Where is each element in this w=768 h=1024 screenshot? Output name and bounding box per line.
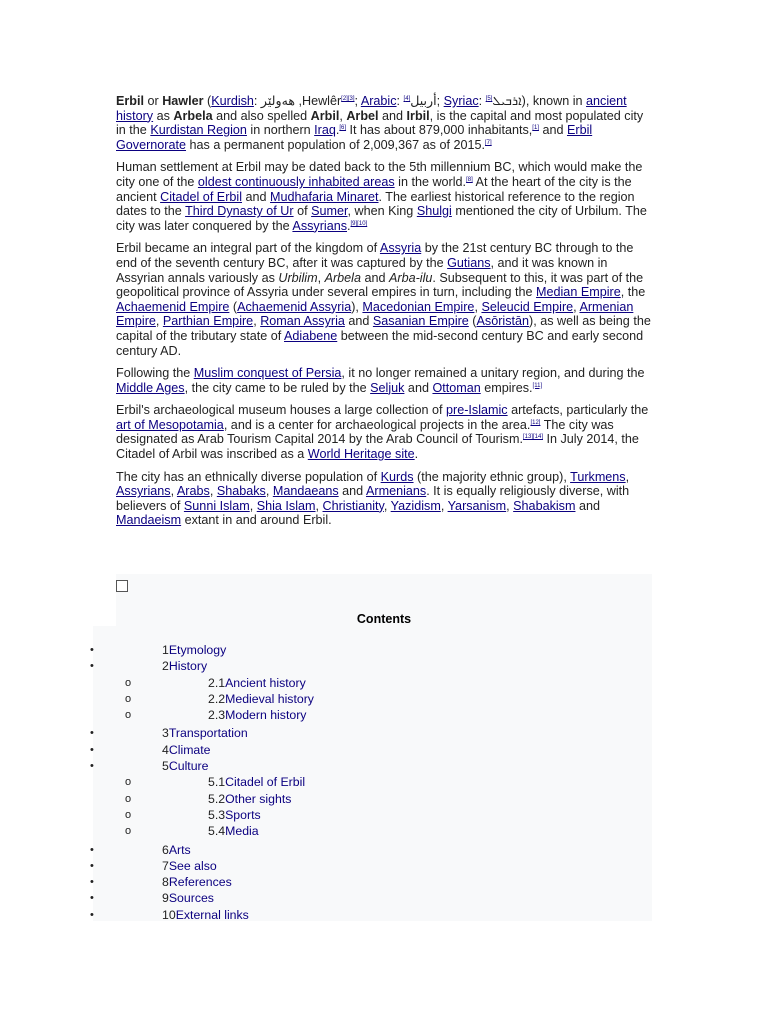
text-run: : ܐܪܒܝܠ [478, 94, 522, 108]
bullet-disc-icon: • [90, 644, 94, 656]
text-run: , the [620, 285, 646, 300]
toc-item[interactable] [0, 691, 700, 707]
article-link[interactable]: Shabaks [216, 484, 266, 499]
toc-item-text[interactable] [162, 858, 217, 874]
citation-link[interactable]: [7] [485, 139, 492, 146]
text-run: (the majority ethnic group), [413, 469, 571, 484]
bullet-disc-icon: • [90, 892, 94, 905]
bullet-circle-icon: o [125, 676, 132, 689]
article-link[interactable]: Seleucid Empire [481, 299, 574, 314]
toc-number: 8 [162, 875, 169, 890]
toc-item[interactable] [0, 642, 700, 658]
article-link[interactable]: Median Empire [536, 285, 621, 300]
bullet-disc-icon: • [90, 876, 94, 889]
bold-term: Hawler [162, 94, 204, 108]
toc-number: 5.1 [208, 775, 226, 790]
article-link[interactable]: Iraq [314, 123, 336, 138]
article-link[interactable]: Assyria [379, 241, 422, 256]
toc-link[interactable]: Culture [168, 759, 209, 774]
article-link[interactable]: Turkmens [570, 469, 626, 484]
article-link[interactable]: Assyrians [292, 218, 348, 233]
article-link[interactable]: Sasanian Empire [372, 314, 469, 329]
citation-link[interactable]: [2][3] [341, 95, 355, 102]
text-run: as [153, 108, 174, 123]
article-link[interactable]: Syriac [443, 94, 479, 108]
text-run: . [347, 218, 351, 233]
article-link[interactable]: Yarsanism [447, 498, 507, 513]
text-run: ), known in [521, 94, 587, 108]
article-link[interactable]: Arabs [176, 484, 210, 499]
citation-link[interactable]: [6] [339, 125, 347, 131]
text-run: , [253, 314, 261, 329]
toc-item-text[interactable] [208, 707, 306, 723]
text-run: , [265, 484, 273, 499]
toc-item[interactable] [0, 907, 700, 923]
toc-item[interactable] [0, 707, 700, 723]
bullet-disc-icon: • [90, 859, 94, 872]
toc-item[interactable] [0, 823, 700, 839]
text-run: In July 2014, the Citadel of Arbil was inscribed as a [116, 432, 639, 462]
article-link[interactable]: Achaemenid Assyria [237, 299, 352, 314]
text-run: . [335, 123, 340, 138]
text-run: . Subsequent to this, it was part of the geopolitical province of Assyria under several empires in turn, including the [116, 270, 644, 300]
toc-item[interactable] [0, 758, 700, 774]
toc-item-text[interactable] [162, 758, 209, 774]
text-run: , [474, 299, 482, 314]
article-link[interactable]: Erbil Governorate [116, 123, 593, 152]
toc-item-text[interactable] [162, 658, 207, 674]
toc-toggle-checkbox[interactable] [116, 580, 128, 592]
bold-term: Arbil [310, 108, 340, 123]
toc-item[interactable] [0, 791, 700, 807]
toc-item-text[interactable] [162, 907, 249, 923]
toc-link[interactable]: External links [175, 907, 249, 922]
text-run: , [339, 108, 347, 123]
text-run: and [360, 270, 389, 285]
toc-item-text[interactable] [162, 874, 232, 890]
bullet-disc-icon: • [90, 660, 94, 673]
text-run: : هەولێر ,Hewlêr [253, 94, 342, 108]
toc-item[interactable] [0, 807, 700, 823]
text-run: and also spelled [212, 108, 311, 123]
article-link[interactable]: Shia Islam [256, 498, 316, 513]
text-run: has a permanent population of 2,009,367 as of 2015. [186, 137, 485, 152]
bullet-circle-icon: o [125, 792, 132, 805]
article-link[interactable]: Arabic [360, 94, 397, 108]
toc-link[interactable]: Ancient history [225, 675, 306, 690]
text-run: empires. [480, 380, 533, 395]
text-run: , [573, 299, 580, 314]
article-link[interactable]: Seljuk [370, 380, 405, 395]
toc-link[interactable]: Modern history [225, 708, 307, 723]
article-link[interactable]: World Heritage site [307, 447, 415, 462]
article-link[interactable]: pre-Islamic [446, 403, 508, 418]
text-run: , [506, 498, 514, 513]
toc-number: 2.3 [208, 708, 226, 723]
text-run: or [144, 94, 163, 108]
toc-item[interactable] [0, 774, 700, 790]
text-run: and [378, 108, 407, 123]
toc-item[interactable] [0, 742, 700, 758]
toc-item-text[interactable] [208, 823, 259, 839]
text-run: ; [436, 94, 444, 108]
text-run: , [249, 498, 257, 513]
text-run: ; [354, 94, 361, 108]
text-run: of [293, 204, 312, 219]
toc-title: Contents [356, 612, 412, 626]
article-link[interactable]: Muslim conquest of Persia [193, 366, 342, 381]
text-run: Erbil's archaeological museum houses a large collection of [116, 403, 447, 418]
toc-link[interactable]: Climate [168, 742, 211, 757]
article-link[interactable]: Macedonian Empire [362, 299, 475, 314]
toc-item-text[interactable] [162, 725, 248, 741]
text-run: It has about 879,000 inhabitants, [346, 123, 533, 138]
text-run: ), as well as being the capital of the tributary state of [116, 314, 651, 343]
text-run: by the 21st century BC through to the end of the seventh century BC, after it was captured by the [116, 241, 634, 270]
text-run: mentioned the city of Urbilum. The city was later conquered by the [116, 204, 647, 233]
text-run: and [242, 189, 271, 204]
toc-item-text[interactable] [208, 774, 305, 790]
text-run: in the world. [394, 174, 467, 189]
article-link[interactable]: art of Mesopotamia [116, 417, 224, 432]
paragraph [116, 366, 652, 395]
toc-item[interactable] [0, 858, 700, 874]
text-run: , [155, 314, 163, 329]
article-link[interactable]: ancient history [116, 94, 627, 123]
bullet-circle-icon: o [125, 776, 132, 789]
article-link[interactable]: oldest continuously inhabited areas [197, 174, 395, 189]
article-link[interactable]: Asōristān [476, 314, 530, 329]
citation-link[interactable]: [1] [532, 125, 539, 131]
article-link[interactable]: Adiabene [284, 328, 338, 343]
text-run: , [170, 484, 177, 499]
text-run: Erbil became an integral part of the kingdom of [116, 241, 380, 256]
paragraph [116, 470, 652, 528]
text-run: , is the capital and most populated city in the [116, 108, 644, 138]
toc-link[interactable]: Medieval history [225, 691, 314, 706]
text-run: , it no longer remained a unitary region, and during the [341, 366, 645, 381]
toc-number: 7 [162, 858, 169, 873]
text-run: , [383, 498, 391, 513]
text-run: . It is equally religiously diverse, with believers of [116, 484, 630, 513]
italic-term: Arbela [324, 270, 361, 285]
text-run: between the mid-second century BC and early second century AD. [116, 328, 644, 358]
article-link[interactable]: Sunni Islam [183, 498, 250, 513]
text-run: The city has an ethnically diverse population of [116, 469, 381, 484]
text-run: : أربيل [396, 94, 437, 108]
bullet-disc-icon: • [90, 727, 94, 740]
toc-link[interactable]: Etymology [168, 643, 227, 657]
bullet-circle-icon: o [125, 692, 132, 705]
toc-number: 2.2 [208, 691, 226, 706]
article-link[interactable]: Mandaeism [116, 513, 182, 528]
toc-item-text[interactable] [162, 842, 191, 858]
citation-link[interactable]: [8] [466, 176, 473, 183]
toc-number: 2 [162, 659, 169, 674]
toc-number: 10 [162, 907, 176, 922]
toc-link[interactable]: History [168, 659, 208, 674]
bold-term: Irbil [406, 108, 430, 123]
bold-term: Arbela [173, 108, 213, 123]
toc-number: 4 [162, 742, 169, 757]
citation-link[interactable]: [13][14] [522, 434, 543, 441]
toc-list [0, 642, 700, 923]
text-run: , the city came to be ruled by the [184, 380, 371, 395]
article-link[interactable]: Ottoman [432, 380, 481, 395]
italic-term: Urbilim [278, 270, 318, 285]
text-run: and [538, 123, 567, 138]
article-body [116, 94, 652, 536]
toc-link[interactable]: Other sights [225, 791, 292, 806]
toc-link[interactable]: Sports [225, 807, 261, 822]
toc-link[interactable]: References [168, 875, 232, 890]
text-run: artefacts, particularly the [507, 403, 649, 418]
citation-link[interactable]: [9][10] [350, 220, 368, 227]
article-link[interactable]: Shulgi [416, 204, 452, 219]
text-run: , [317, 270, 325, 285]
text-run: . [414, 447, 419, 462]
toc-link[interactable]: Sources [168, 891, 214, 906]
text-run: in northern [246, 123, 315, 138]
toc-link[interactable]: Citadel of Erbil [225, 775, 306, 790]
toc-number: 5 [162, 759, 169, 774]
text-run: The city was designated as Arab Tourism Capital 2014 by the Arab Council of Tourism. [116, 417, 614, 447]
article-link[interactable]: Armenians [365, 484, 427, 499]
bullet-circle-icon: o [125, 709, 132, 722]
text-run: ( [468, 314, 477, 329]
paragraph [116, 94, 652, 152]
text-run: , when King [347, 204, 417, 219]
article-link[interactable]: Assyrians [116, 484, 171, 499]
article-link[interactable]: Gutians [447, 255, 491, 270]
toc-link[interactable]: See also [168, 858, 217, 873]
text-run: . The earliest historical reference to the region dates to the [116, 189, 635, 219]
text-run: and [404, 380, 433, 395]
text-run: , [315, 498, 323, 513]
text-run: At the heart of the city is the ancient [116, 174, 632, 204]
toc-number: 5.3 [208, 807, 226, 822]
toc-item[interactable] [0, 842, 700, 858]
article-link[interactable]: Mandaeans [272, 484, 339, 499]
bullet-disc-icon: • [90, 843, 94, 856]
toc-item-text[interactable] [208, 791, 291, 807]
toc-item-text[interactable] [208, 807, 261, 823]
citation-link[interactable]: [12] [530, 419, 541, 426]
article-link[interactable]: Kurdish [211, 94, 254, 108]
text-run: Following the [116, 366, 194, 381]
toc-item[interactable] [0, 658, 700, 674]
toc-link[interactable]: Media [225, 824, 259, 839]
bold-term: Arbel [346, 108, 379, 123]
toc-item-text[interactable] [208, 675, 306, 691]
article-link[interactable]: Citadel of Erbil [160, 189, 243, 204]
text-run: , [625, 469, 630, 484]
bullet-disc-icon: • [90, 743, 94, 756]
toc-link[interactable]: Transportation [168, 726, 248, 741]
article-link[interactable]: Yazidism [390, 498, 441, 513]
toc-item-text[interactable] [162, 742, 211, 758]
article-link[interactable]: Third Dynasty of Ur [185, 204, 294, 219]
paragraph [116, 241, 652, 358]
toc-item-text[interactable] [162, 890, 214, 906]
bullet-circle-icon: o [125, 825, 132, 838]
article-link[interactable]: Shabakism [513, 498, 576, 513]
text-run: and [338, 484, 366, 499]
text-run: Human settlement at Erbil may be dated back to the 5th millennium BC, which would make the city one of the [116, 160, 643, 189]
article-link[interactable]: Kurdistan Region [150, 123, 247, 138]
text-run: and [575, 498, 600, 513]
text-run: ( [229, 299, 238, 314]
article-link[interactable]: Roman Assyria [260, 314, 345, 329]
toc-number: 3 [162, 726, 169, 741]
text-run: , [440, 498, 448, 513]
article-link[interactable]: Parthian Empire [162, 314, 254, 329]
bullet-disc-icon: • [90, 908, 94, 921]
article-link[interactable]: Mudhafaria Minaret [270, 189, 379, 204]
toc-item[interactable] [0, 725, 700, 741]
article-link[interactable]: Christianity [322, 498, 384, 513]
text-run: ), [351, 299, 363, 314]
citation-link[interactable]: [11] [532, 382, 543, 389]
paragraph [116, 160, 652, 233]
toc-number: 1 [162, 643, 169, 657]
text-run: , and is a center for archaeological projects in the area. [223, 417, 531, 432]
article-link[interactable]: Middle Ages [116, 380, 185, 395]
text-run: , and it was known in Assyrian annals variously as [116, 255, 608, 285]
bold-term: Erbil [116, 94, 144, 108]
text-run: , [209, 484, 217, 499]
toc-number: 5.2 [208, 791, 226, 806]
toc-number: 9 [162, 891, 169, 906]
toc-item[interactable] [0, 675, 700, 691]
article-link[interactable]: Armenian Empire [116, 299, 634, 329]
italic-term: Arba-ilu [389, 270, 433, 285]
toc-number: 5.4 [208, 824, 226, 839]
toc-item-text[interactable] [162, 642, 226, 658]
text-run: ( [203, 94, 212, 108]
citation-link[interactable]: [5] [485, 95, 493, 102]
article-link[interactable]: Kurds [380, 469, 414, 484]
paragraph [116, 403, 652, 461]
bullet-disc-icon: • [90, 760, 94, 773]
article-link[interactable]: Sumer [311, 204, 348, 219]
citation-link[interactable]: [4] [403, 95, 411, 102]
toc-number: 2.1 [208, 675, 226, 690]
article-link[interactable]: Achaemenid Empire [116, 299, 230, 314]
toc-number: 6 [162, 842, 169, 857]
toc-item[interactable] [0, 890, 700, 906]
text-run: extant in and around Erbil. [181, 513, 332, 528]
toc-item[interactable] [0, 874, 700, 890]
toc-link[interactable]: Arts [168, 842, 191, 857]
toc-item-text[interactable] [208, 691, 314, 707]
text-run: and [344, 314, 373, 329]
bullet-circle-icon: o [125, 808, 132, 821]
